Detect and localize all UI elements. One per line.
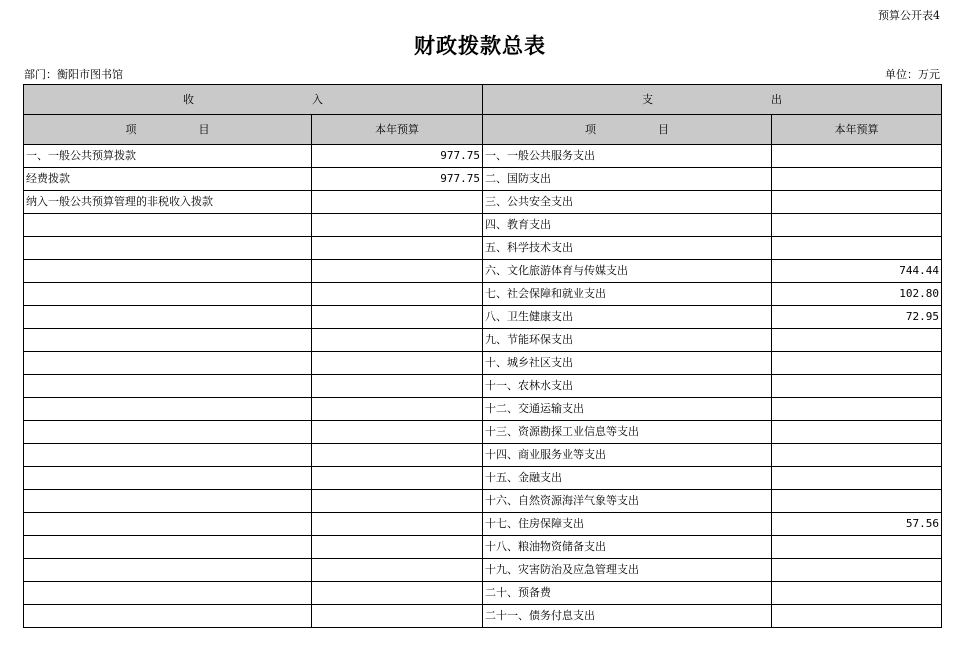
expense-item-cell: 十七、住房保障支出 <box>483 513 772 536</box>
income-budget-cell <box>312 237 483 260</box>
expense-item-cell: 二十一、债务付息支出 <box>483 605 772 628</box>
expense-budget-cell <box>772 191 942 214</box>
expense-budget-cell <box>772 398 942 421</box>
expense-item-cell: 十一、农林水支出 <box>483 375 772 398</box>
expense-item-cell: 四、教育支出 <box>483 214 772 237</box>
income-item-cell <box>24 444 312 467</box>
income-item-cell: 经费拨款 <box>24 168 312 191</box>
expense-item-cell: 八、卫生健康支出 <box>483 306 772 329</box>
income-budget-cell <box>312 352 483 375</box>
expense-budget-cell <box>772 444 942 467</box>
table-row <box>24 421 942 444</box>
income-budget-cell <box>312 329 483 352</box>
table-row <box>24 444 942 467</box>
expense-item-cell: 九、节能环保支出 <box>483 329 772 352</box>
table-row <box>24 214 942 237</box>
income-item-cell <box>24 398 312 421</box>
item-header-left: 项 <box>125 123 137 136</box>
item-header-right: 目 <box>198 123 210 136</box>
expense-header-left: 支 <box>642 93 653 106</box>
income-budget-cell <box>312 467 483 490</box>
income-item-cell <box>24 582 312 605</box>
table-row <box>24 168 942 191</box>
income-item-cell <box>24 467 312 490</box>
column-header-row <box>24 115 942 145</box>
table-row <box>24 352 942 375</box>
table-row <box>24 536 942 559</box>
income-budget-cell <box>312 444 483 467</box>
expense-item-cell: 五、科学技术支出 <box>483 237 772 260</box>
table-row <box>24 559 942 582</box>
page-title: 财政拨款总表 <box>414 33 546 58</box>
income-budget-header: 本年预算 <box>312 115 483 145</box>
income-budget-cell: 977.75 <box>312 145 483 168</box>
expense-budget-cell <box>772 375 942 398</box>
expense-item-header <box>483 115 772 145</box>
table-row <box>24 467 942 490</box>
section-header-row <box>24 85 942 115</box>
income-header-left: 收 <box>183 93 194 106</box>
table-row <box>24 145 942 168</box>
income-budget-cell <box>312 421 483 444</box>
income-budget-cell <box>312 582 483 605</box>
income-budget-cell <box>312 398 483 421</box>
income-budget-cell <box>312 375 483 398</box>
income-budget-cell: 977.75 <box>312 168 483 191</box>
income-budget-cell <box>312 490 483 513</box>
income-budget-cell <box>312 214 483 237</box>
expense-budget-cell <box>772 214 942 237</box>
expense-budget-cell <box>772 421 942 444</box>
expense-item-cell: 十六、自然资源海洋气象等支出 <box>483 490 772 513</box>
income-item-header <box>24 115 312 145</box>
appropriation-table <box>23 84 942 628</box>
income-item-cell <box>24 237 312 260</box>
expense-item-cell: 十九、灾害防治及应急管理支出 <box>483 559 772 582</box>
expense-budget-cell <box>772 582 942 605</box>
table-row <box>24 582 942 605</box>
income-item-cell <box>24 260 312 283</box>
table-row <box>24 283 942 306</box>
table-row <box>24 398 942 421</box>
expense-budget-cell: 102.80 <box>772 283 942 306</box>
income-item-cell <box>24 329 312 352</box>
table-row <box>24 513 942 536</box>
department-label: 部门：衡阳市图书馆 <box>24 68 123 81</box>
table-row <box>24 329 942 352</box>
expense-budget-cell <box>772 467 942 490</box>
table-row <box>24 490 942 513</box>
income-item-cell <box>24 559 312 582</box>
form-number: 预算公开表4 <box>878 9 940 22</box>
expense-section-header <box>483 85 942 115</box>
table-row <box>24 260 942 283</box>
income-budget-cell <box>312 513 483 536</box>
income-budget-cell <box>312 306 483 329</box>
expense-item-cell: 二、国防支出 <box>483 168 772 191</box>
income-budget-cell <box>312 283 483 306</box>
income-budget-cell <box>312 191 483 214</box>
income-item-cell: 一、一般公共预算拨款 <box>24 145 312 168</box>
income-item-cell <box>24 490 312 513</box>
table-row <box>24 191 942 214</box>
income-item-cell <box>24 513 312 536</box>
expense-budget-cell <box>772 168 942 191</box>
income-item-cell <box>24 283 312 306</box>
expense-budget-cell <box>772 145 942 168</box>
expense-budget-cell <box>772 605 942 628</box>
expense-item-cell: 十、城乡社区支出 <box>483 352 772 375</box>
income-header-right: 入 <box>312 93 323 106</box>
table-row <box>24 306 942 329</box>
income-item-cell <box>24 605 312 628</box>
expense-item-cell: 十八、粮油物资储备支出 <box>483 536 772 559</box>
expense-budget-cell <box>772 329 942 352</box>
expense-budget-cell <box>772 559 942 582</box>
income-item-cell <box>24 214 312 237</box>
expense-item-cell: 六、文化旅游体育与传媒支出 <box>483 260 772 283</box>
income-budget-cell <box>312 536 483 559</box>
expense-budget-cell: 72.95 <box>772 306 942 329</box>
income-budget-cell <box>312 260 483 283</box>
unit-label: 单位：万元 <box>885 68 940 81</box>
expense-budget-cell <box>772 536 942 559</box>
expense-budget-cell <box>772 352 942 375</box>
income-budget-cell <box>312 605 483 628</box>
expense-item-cell: 十三、资源勘探工业信息等支出 <box>483 421 772 444</box>
expense-item-cell: 十四、商业服务业等支出 <box>483 444 772 467</box>
expense-budget-header: 本年预算 <box>772 115 942 145</box>
expense-item-cell: 二十、预备费 <box>483 582 772 605</box>
expense-budget-cell <box>772 490 942 513</box>
item-header-left: 项 <box>585 123 596 136</box>
income-budget-cell <box>312 559 483 582</box>
table-row <box>24 375 942 398</box>
expense-item-cell: 三、公共安全支出 <box>483 191 772 214</box>
income-item-cell <box>24 352 312 375</box>
expense-item-cell: 七、社会保障和就业支出 <box>483 283 772 306</box>
table-row <box>24 605 942 628</box>
income-item-cell <box>24 536 312 559</box>
expense-budget-cell: 57.56 <box>772 513 942 536</box>
expense-header-right: 出 <box>771 93 782 106</box>
expense-item-cell: 一、一般公共服务支出 <box>483 145 772 168</box>
income-item-cell <box>24 375 312 398</box>
item-header-right: 目 <box>658 123 669 136</box>
expense-budget-cell <box>772 237 942 260</box>
income-item-cell <box>24 306 312 329</box>
table-row <box>24 237 942 260</box>
expense-item-cell: 十五、金融支出 <box>483 467 772 490</box>
expense-item-cell: 十二、交通运输支出 <box>483 398 772 421</box>
income-item-cell: 纳入一般公共预算管理的非税收入拨款 <box>24 191 312 214</box>
income-item-cell <box>24 421 312 444</box>
expense-budget-cell: 744.44 <box>772 260 942 283</box>
income-section-header <box>24 85 483 115</box>
